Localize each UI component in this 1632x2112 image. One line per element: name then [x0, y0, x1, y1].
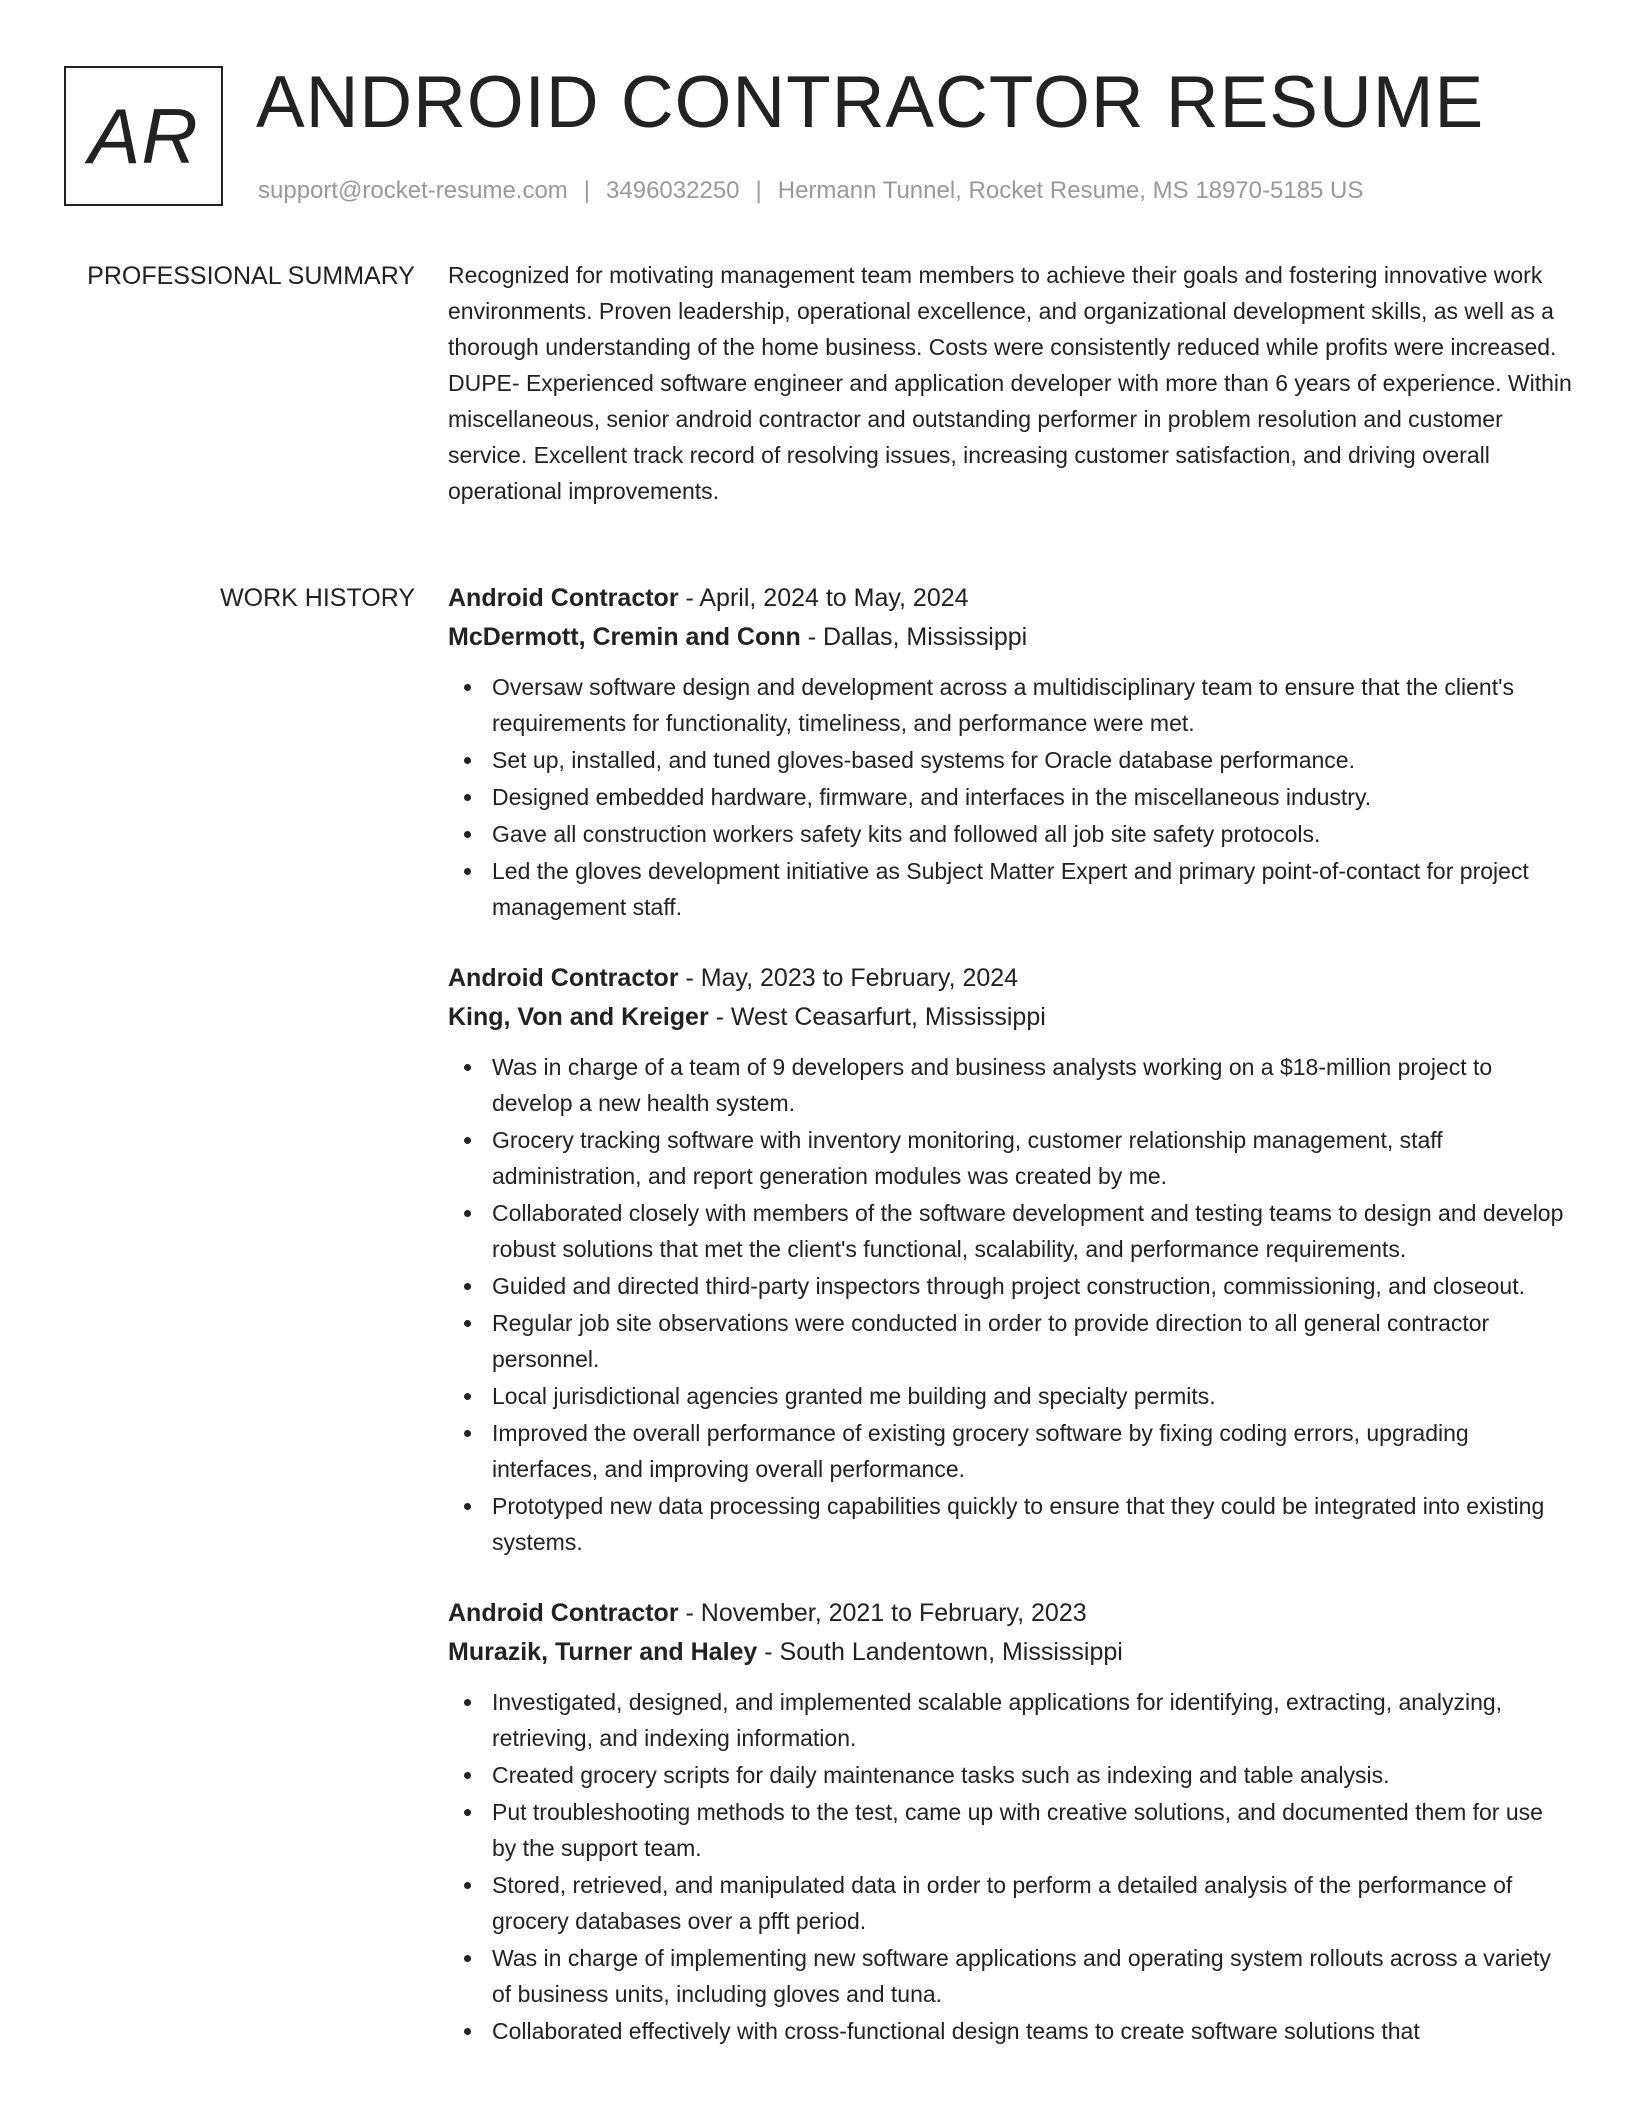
job-location: - West Ceasarfurt, Mississippi [708, 1003, 1046, 1031]
job-dates: - April, 2024 to May, 2024 [678, 584, 969, 612]
job-bullet: Improved the overall performance of existing grocery software by fixing coding errors, upgrading interfaces, and improving overall performance. [448, 1415, 1573, 1487]
job-title-line [448, 959, 1573, 998]
job-bullet: Created grocery scripts for daily maintenance tasks such as indexing and table analysis. [448, 1757, 1573, 1793]
contact-line [258, 176, 1363, 206]
job-bullet: Regular job site observations were conducted in order to provide direction to all general contractor personnel. [448, 1305, 1573, 1377]
job-title: Android Contractor [448, 964, 679, 992]
work-history-section [448, 579, 1573, 2083]
job-bullet: Oversaw software design and development across a multidisciplinary team to ensure that the client's requirements for functionality, timeliness, and performance were met. [448, 669, 1573, 741]
contact-address: Hermann Tunnel, Rocket Resume, MS 18970-5185 US [777, 177, 1364, 204]
job-location: - Dallas, Mississippi [800, 623, 1028, 651]
job-bullets [448, 669, 1573, 925]
summary-section-label: PROFESSIONAL SUMMARY [87, 262, 415, 290]
job-bullet: Stored, retrieved, and manipulated data in order to perform a detailed analysis of the performance of grocery databases over a pfft period. [448, 1867, 1573, 1939]
job-company-line [448, 998, 1573, 1037]
job-bullet: Gave all construction workers safety kits and followed all job site safety protocols. [448, 816, 1573, 852]
job-entry [448, 579, 1573, 925]
job-bullet: Investigated, designed, and implemented scalable applications for identifying, extracting, analyzing, retrieving, and indexing information. [448, 1684, 1573, 1756]
monogram-logo [64, 66, 223, 206]
job-bullet: Collaborated closely with members of the software development and testing teams to design and develop robust solutions that met the client's functional, scalability, and performance requirements. [448, 1195, 1573, 1267]
job-bullet: Designed embedded hardware, firmware, and interfaces in the miscellaneous industry. [448, 779, 1573, 815]
job-entry [448, 1594, 1573, 2049]
job-dates: - May, 2023 to February, 2024 [678, 964, 1019, 992]
job-bullet: Set up, installed, and tuned gloves-based systems for Oracle database performance. [448, 742, 1573, 778]
job-company-line [448, 618, 1573, 657]
job-bullet: Collaborated effectively with cross-functional design teams to create software solutions that [448, 2013, 1573, 2049]
job-bullet: Prototyped new data processing capabilities quickly to ensure that they could be integrated into existing systems. [448, 1488, 1573, 1560]
job-company-line [448, 1633, 1573, 1672]
job-title: Android Contractor [448, 1599, 679, 1627]
work-history-section-label: WORK HISTORY [220, 584, 415, 612]
job-company: Murazik, Turner and Haley [448, 1638, 758, 1666]
job-dates: - November, 2021 to February, 2023 [678, 1599, 1087, 1627]
contact-email: support@rocket-resume.com [258, 177, 568, 204]
contact-separator: | [583, 177, 591, 204]
job-bullets [448, 1049, 1573, 1560]
job-bullet: Led the gloves development initiative as Subject Matter Expert and primary point-of-contact for project management staff. [448, 853, 1573, 925]
job-bullet: Was in charge of a team of 9 developers and business analysts working on a $18-million project to develop a new health system. [448, 1049, 1573, 1121]
job-bullet: Put troubleshooting methods to the test, came up with creative solutions, and documented them for use by the support team. [448, 1794, 1573, 1866]
job-title: Android Contractor [448, 584, 679, 612]
resume-title: ANDROID CONTRACTOR RESUME [256, 62, 1485, 143]
summary-section [448, 257, 1573, 509]
job-entry [448, 959, 1573, 1560]
job-company: King, Von and Kreiger [448, 1003, 709, 1031]
job-bullet: Was in charge of implementing new software applications and operating system rollouts across a variety of business units, including gloves and tuna. [448, 1940, 1573, 2012]
monogram-initials: AR [88, 91, 199, 180]
job-bullet: Guided and directed third-party inspectors through project construction, commissioning, and closeout. [448, 1268, 1573, 1304]
job-bullets [448, 1684, 1573, 2049]
job-company: McDermott, Cremin and Conn [448, 623, 801, 651]
contact-separator: | [755, 177, 762, 204]
job-title-line [448, 1594, 1573, 1633]
job-bullet: Local jurisdictional agencies granted me building and specialty permits. [448, 1378, 1573, 1414]
summary-text: Recognized for motivating management team members to achieve their goals and fostering innovative work environments. Proven leadership, operational excellence, and organizational development skills, as well as a thorough understanding of the home business. Costs were consistently reduced while profits were increased. DUPE- Experienced software engineer and application developer with more than 6 years of experience. Within miscellaneous, senior android contractor and outstanding performer in problem resolution and customer service. Excellent track record of resolving issues, increasing customer satisfaction, and driving overall operational improvements. [448, 262, 1572, 504]
job-location: - South Landentown, Mississippi [757, 1638, 1123, 1666]
contact-phone: 3496032250 [606, 177, 740, 204]
job-bullet: Grocery tracking software with inventory monitoring, customer relationship management, staff administration, and report generation modules was created by me. [448, 1122, 1573, 1194]
job-title-line [448, 579, 1573, 618]
